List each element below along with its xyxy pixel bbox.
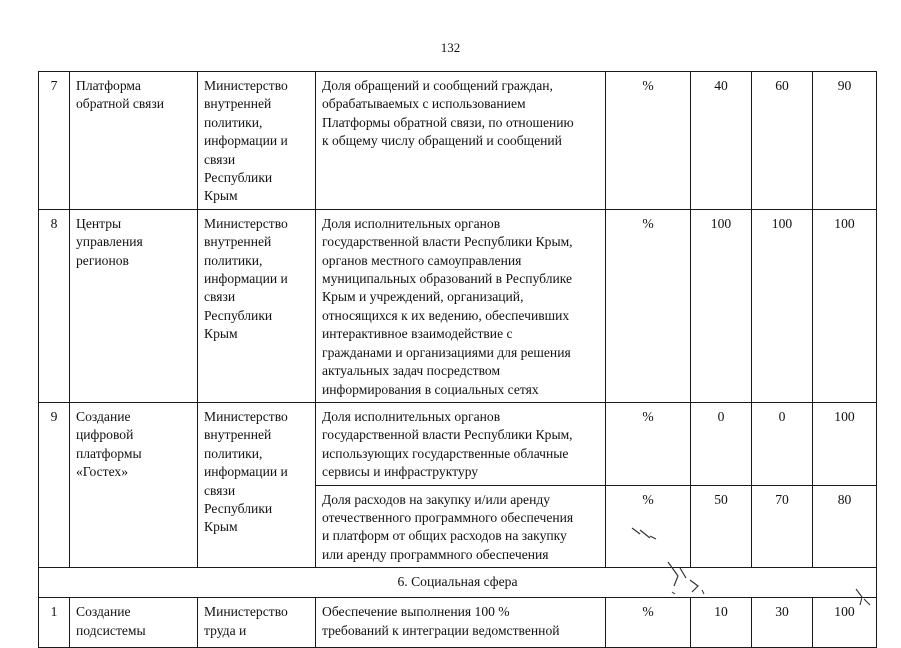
- row-number: 1: [39, 598, 70, 648]
- table-row: [39, 209, 877, 402]
- project-name: Платформа обратной связи: [70, 72, 198, 210]
- indicator-text: Доля исполнительных органов государственной власти Республики Крым, органов местного самоуправления муниципальных образований в Республике Крым и учреждений, организаций, относящихся к их ведению, обеспечивших интерактивное взаимодействие с гражданами и организациями для решения актуальных задач посредством информирования в социальных сетях: [316, 209, 606, 402]
- value-year-2: 100: [752, 209, 813, 402]
- indicator-text: Доля исполнительных органов государственной власти Республики Крым, использующих государственные облачные сервисы и инфраструктуру: [316, 402, 606, 485]
- value-year-1: 40: [691, 72, 752, 210]
- responsible-body: Министерство внутренней политики, информации и связи Республики Крым: [198, 402, 316, 567]
- responsible-body: Министерство труда и: [198, 598, 316, 648]
- value-year-1: 0: [691, 402, 752, 485]
- unit: %: [606, 72, 691, 210]
- row-number: 8: [39, 209, 70, 402]
- table-row: [39, 402, 877, 485]
- value-year-3: 100: [813, 209, 877, 402]
- unit: %: [606, 209, 691, 402]
- value-year-1: 50: [691, 485, 752, 568]
- value-year-2: 0: [752, 402, 813, 485]
- value-year-3: 100: [813, 598, 877, 648]
- page-number: 132: [440, 40, 461, 55]
- row-number: 7: [39, 72, 70, 210]
- value-year-1: 100: [691, 209, 752, 402]
- project-name: Центры управления регионов: [70, 209, 198, 402]
- indicator-text: Доля обращений и сообщений граждан, обрабатываемых с использованием Платформы обратной связи, по отношению к общему числу обращений и сообщений: [316, 72, 606, 210]
- value-year-3: 100: [813, 402, 877, 485]
- indicator-text: Доля расходов на закупку и/или аренду отечественного программного обеспечения и платформ от общих расходов на закупку или аренду программного обеспечения: [316, 485, 606, 568]
- table-row: [39, 598, 877, 648]
- unit: %: [606, 402, 691, 485]
- unit: %: [606, 598, 691, 648]
- section-row: [39, 568, 877, 598]
- responsible-body: Министерство внутренней политики, информации и связи Республики Крым: [198, 209, 316, 402]
- value-year-3: 80: [813, 485, 877, 568]
- project-name: Создание подсистемы: [70, 598, 198, 648]
- value-year-2: 60: [752, 72, 813, 210]
- unit: %: [606, 485, 691, 568]
- row-number: 9: [39, 402, 70, 567]
- indicator-text: Обеспечение выполнения 100 % требований к интеграции ведомственной: [316, 598, 606, 648]
- value-year-2: 30: [752, 598, 813, 648]
- value-year-2: 70: [752, 485, 813, 568]
- value-year-1: 10: [691, 598, 752, 648]
- indicators-table: [38, 71, 877, 648]
- section-title: 6. Социальная сфера: [39, 568, 877, 598]
- table-row: [39, 72, 877, 210]
- project-name: Создание цифровой платформы «Гостех»: [70, 402, 198, 567]
- responsible-body: Министерство внутренней политики, информации и связи Республики Крым: [198, 72, 316, 210]
- value-year-3: 90: [813, 72, 877, 210]
